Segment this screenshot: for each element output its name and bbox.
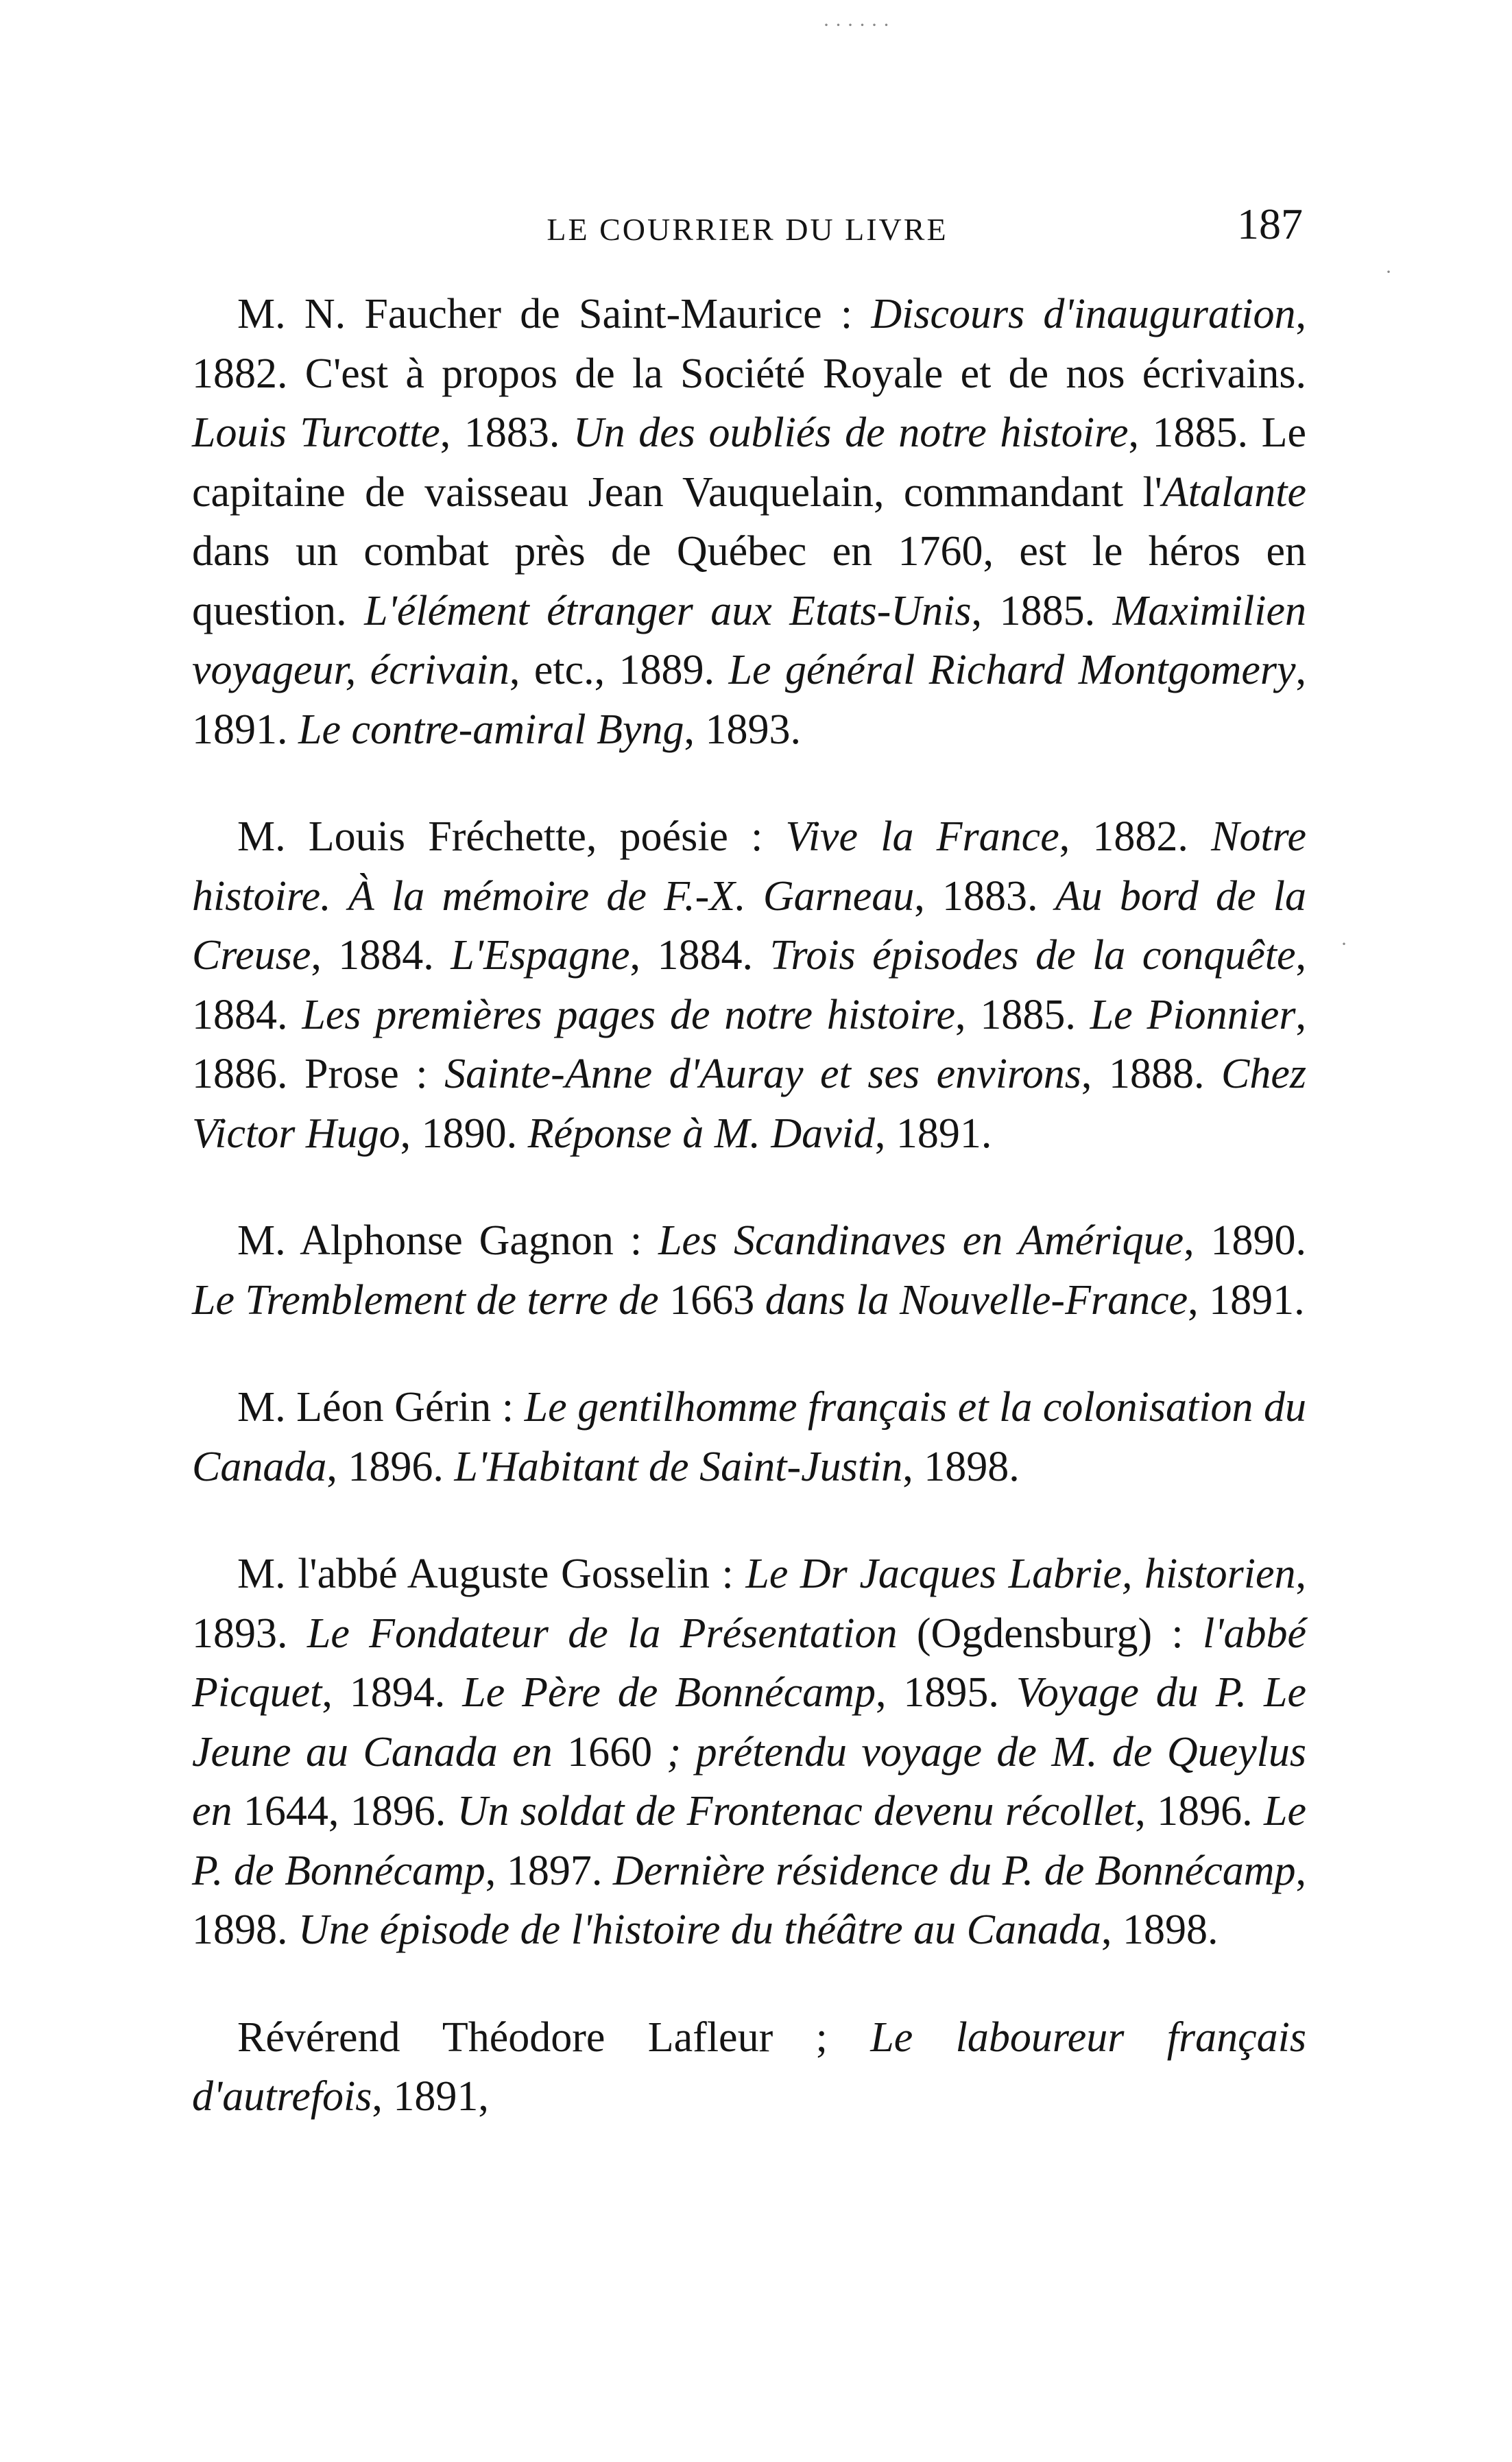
work-title: Notre histoire. À la mémoire de F.-X. Garneau [192, 813, 1307, 920]
work-title: Les Scandinaves en Amérique [658, 1217, 1184, 1264]
work-title: Vive la France [785, 813, 1059, 860]
entry-text: , 1897. [485, 1847, 613, 1894]
entry-text: , 1888. [1081, 1051, 1221, 1097]
scan-specks-top: · · · · · · [823, 14, 890, 36]
entry-text: , 1883. [440, 409, 573, 456]
entry-text: , 1894. [322, 1669, 463, 1716]
scan-specks-right-lower: · [1341, 933, 1347, 955]
entry-text: , 1898. [1101, 1907, 1219, 1953]
entry-text: , 1884. [629, 932, 770, 979]
work-title: Louis Turcotte [192, 409, 440, 456]
entry-text: 1663 [658, 1276, 765, 1324]
author-text: Révérend Théodore Lafleur ; [237, 2013, 871, 2061]
work-title: Le laboureur français d'autrefois [192, 2013, 1306, 2120]
work-title: Sainte-Anne d'Auray et ses environs [444, 1051, 1081, 1097]
work-title: Un soldat de Frontenac devenu récollet [457, 1788, 1136, 1834]
entry-text: , 1895. [875, 1669, 1016, 1716]
work-title: Chez Victor Hugo [192, 1051, 1306, 1157]
page-number: 187 [1237, 200, 1303, 248]
entry-faucher-de-saint-maurice [192, 285, 1306, 759]
entry-text: , 1884. [192, 932, 1307, 1038]
work-title: Le gentilhomme français et la colonisation du Canada [192, 1384, 1306, 1490]
work-title: Le Fondateur de la Présentation [307, 1610, 898, 1657]
entry-louis-frechette [192, 807, 1306, 1163]
scan-specks-right: · [1385, 261, 1392, 283]
author-text: M. Léon Gérin : [237, 1384, 525, 1431]
work-title: Atalante [1162, 468, 1306, 516]
work-title: Discours d'inauguration [871, 291, 1296, 337]
entry-auguste-gosselin [192, 1544, 1306, 1960]
entry-text: , 1885. [955, 991, 1090, 1038]
entry-text: dans un combat près de Québec en 1760, est le héros en question. [192, 528, 1306, 634]
entry-theodore-lafleur [192, 2008, 1306, 2127]
entry-text: , 1882. [1059, 813, 1212, 860]
page-body [192, 285, 1306, 2175]
work-title: Le Père de Bonnécamp [462, 1669, 876, 1716]
entry-text: , 1885. [971, 587, 1113, 634]
work-title: Une épisode de l'histoire du théâtre au Canada [298, 1907, 1102, 1953]
entry-text: , 1898. [192, 1847, 1306, 1953]
author-text: M. Alphonse Gagnon : [237, 1217, 658, 1264]
work-title: Dernière résidence du P. de Bonnécamp [612, 1847, 1296, 1894]
running-title: LE COURRIER DU LIVRE [547, 212, 948, 247]
work-title: Les premières pages de notre histoire [302, 991, 955, 1038]
entry-leon-gerin [192, 1378, 1306, 1496]
work-title: Un des oubliés de notre histoire [573, 409, 1129, 456]
entry-text: , 1891. [1188, 1276, 1305, 1324]
entry-text: , etc., 1889. [509, 647, 729, 693]
entry-text: , 1896. [326, 1443, 455, 1490]
entry-text: (Ogdensburg) : [897, 1610, 1203, 1657]
work-title: Le général Richard Montgomery [728, 647, 1296, 693]
entry-text: , 1882. C'est à propos de la Société Royale et de nos écrivains. [192, 291, 1307, 397]
author-text: M. N. Faucher de Saint-Maurice : [237, 291, 872, 337]
entry-text: , 1885. Le capitaine de vaisseau Jean Vauquelain, commandant l' [192, 409, 1306, 516]
author-text: M. Louis Fréchette, poésie : [237, 813, 786, 860]
work-title: Le Pionnier [1090, 991, 1296, 1038]
entry-text: 1660 [552, 1728, 667, 1776]
entry-text: , 1890. [400, 1110, 528, 1157]
entry-text: , 1896. [1135, 1788, 1264, 1834]
work-title: dans la Nouvelle-France [765, 1276, 1188, 1324]
entry-text: , 1883. [914, 872, 1055, 920]
work-title: Le Tremblement de terre de [192, 1276, 659, 1324]
author-text: M. l'abbé Auguste Gosselin : [237, 1551, 746, 1597]
work-title: ; prétendu voyage de M. de Queylus en [192, 1728, 1306, 1834]
work-title: Le contre-amiral Byng [298, 706, 684, 753]
work-title: Le P. de Bonnécamp [192, 1788, 1307, 1894]
work-title: l'abbé Picquet [192, 1610, 1306, 1716]
work-title: Maximilien voyageur, écrivain [192, 587, 1306, 693]
entry-text: , 1893. [684, 706, 801, 753]
entry-text: , 1898. [902, 1443, 1020, 1490]
entry-text: , 1891. [874, 1110, 992, 1157]
entry-alphonse-gagnon [192, 1211, 1306, 1330]
work-title: Voyage du P. Le Jeune au Canada en [192, 1669, 1307, 1776]
entry-text: , 1884. [311, 932, 451, 979]
work-title: Au bord de la Creuse [192, 872, 1306, 979]
work-title: Trois épisodes de la conquête [769, 932, 1296, 979]
entry-text: , 1891, [372, 2073, 489, 2120]
work-title: L'Espagne [451, 932, 630, 979]
work-title: L'élément étranger aux Etats-Unis [364, 587, 972, 634]
entry-text: , 1890. [1184, 1217, 1307, 1264]
page-header [192, 199, 1303, 254]
work-title: Réponse à M. David [527, 1110, 875, 1157]
entry-text: , 1886. Prose : [192, 991, 1306, 1097]
entry-text: , 1893. [192, 1551, 1306, 1657]
work-title: L'Habitant de Saint-Justin [454, 1443, 903, 1490]
work-title: Le Dr Jacques Labrie, historien [745, 1551, 1296, 1597]
entry-text: 1644, 1896. [232, 1788, 457, 1834]
entry-text: , 1891. [192, 647, 1307, 753]
